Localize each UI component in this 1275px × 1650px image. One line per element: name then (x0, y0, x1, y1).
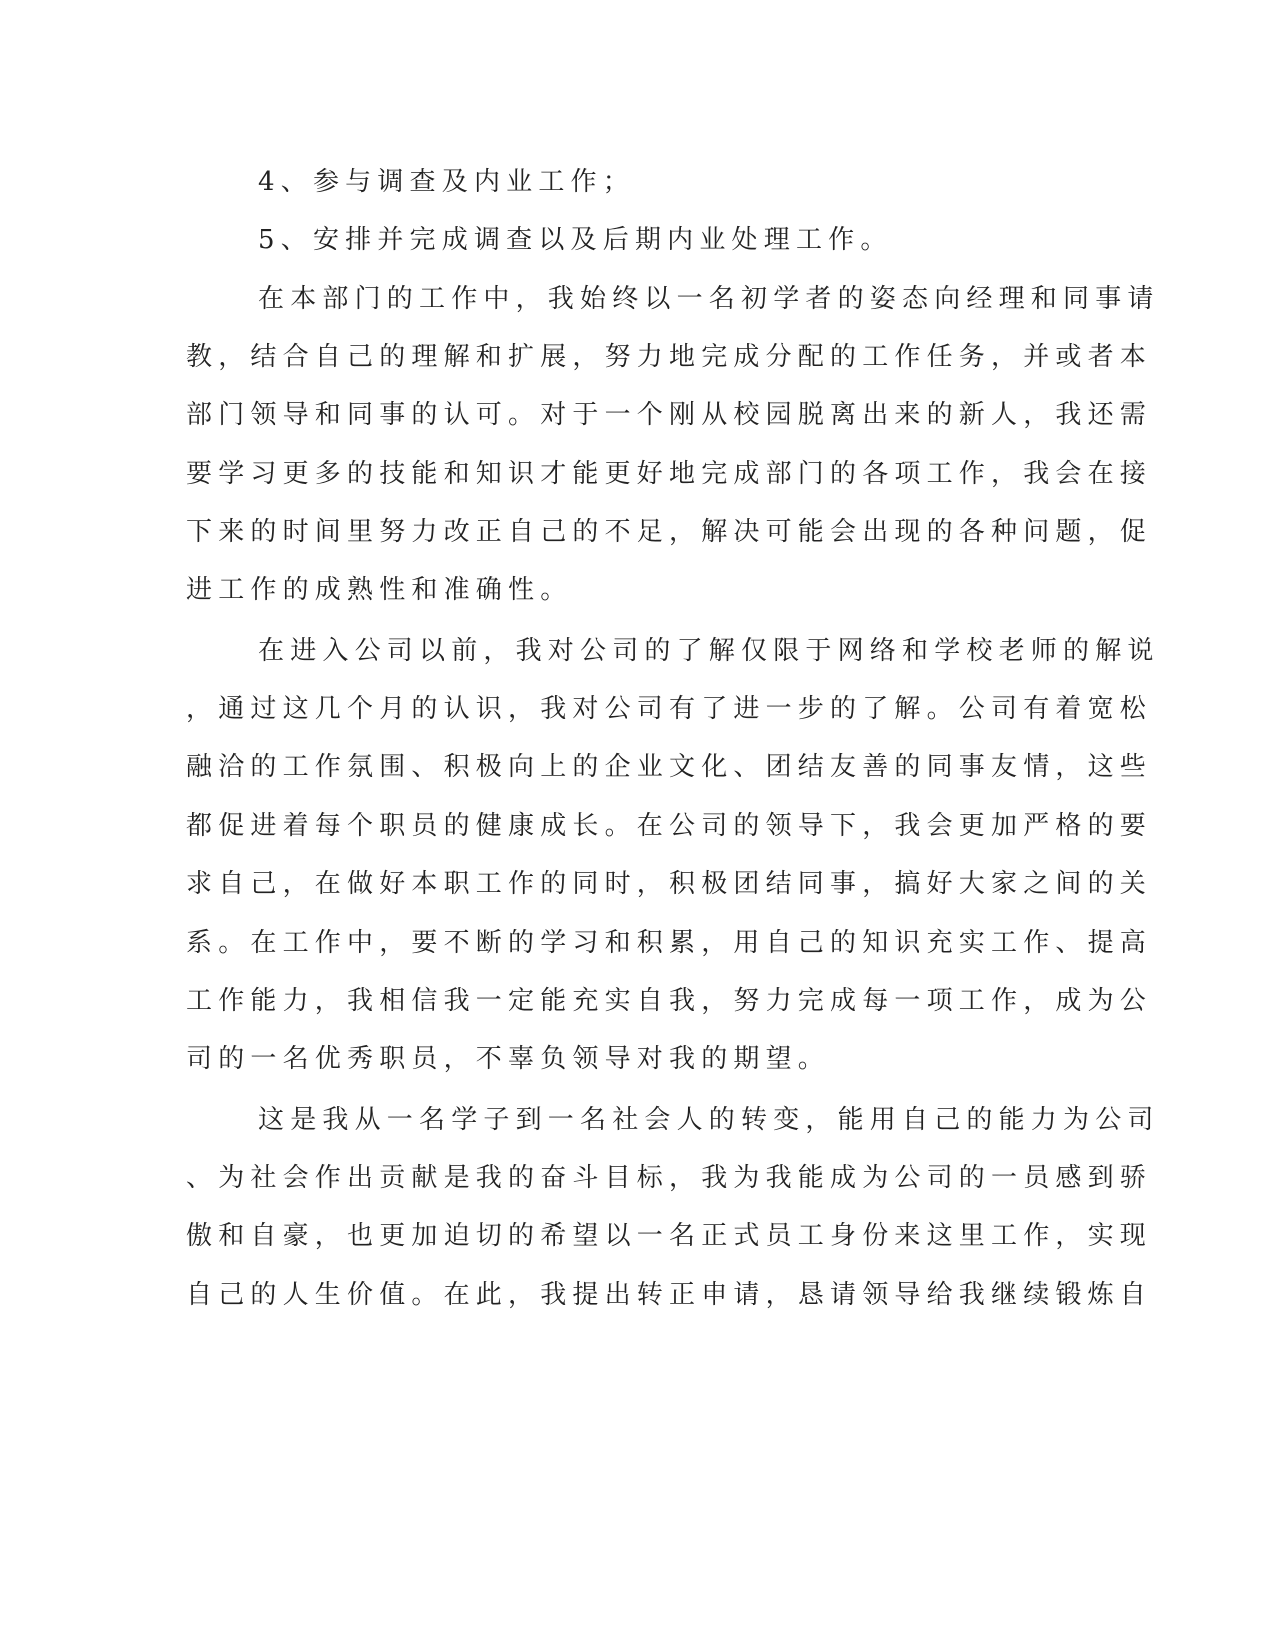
list-item-5: 5、安排并完成调查以及后期内业处理工作。 (258, 225, 893, 255)
paragraph-3-line-3: 傲和自豪，也更加迫切的希望以一名正式员工身份来这里工作，实现 (186, 1221, 1153, 1251)
paragraph-1-line-6: 进工作的成熟性和准确性。 (186, 575, 573, 605)
paragraph-2-line-7: 工作能力，我相信我一定能充实自我，努力完成每一项工作，成为公 (186, 986, 1153, 1016)
paragraph-1-line-2: 教，结合自己的理解和扩展，努力地完成分配的工作任务，并或者本 (186, 342, 1153, 372)
paragraph-3-line-2: 、为社会作出贡献是我的奋斗目标，我为我能成为公司的一员感到骄 (186, 1163, 1153, 1193)
list-item-4: 4、参与调查及内业工作； (258, 167, 635, 197)
paragraph-1-line-1: 在本部门的工作中，我始终以一名初学者的姿态向经理和同事请 (258, 284, 1160, 314)
paragraph-3-line-4: 自己的人生价值。在此，我提出转正申请，恳请领导给我继续锻炼自 (186, 1280, 1153, 1310)
paragraph-1-line-4: 要学习更多的技能和知识才能更好地完成部门的各项工作，我会在接 (186, 459, 1153, 489)
paragraph-2-line-5: 求自己，在做好本职工作的同时，积极团结同事，搞好大家之间的关 (186, 869, 1153, 899)
paragraph-1-line-5: 下来的时间里努力改正自己的不足，解决可能会出现的各种问题，促 (186, 517, 1153, 547)
paragraph-3-line-1: 这是我从一名学子到一名社会人的转变，能用自己的能力为公司 (258, 1105, 1160, 1135)
paragraph-2-line-8: 司的一名优秀职员，不辜负领导对我的期望。 (186, 1044, 831, 1074)
paragraph-2-line-6: 系。在工作中，要不断的学习和积累，用自己的知识充实工作、提高 (186, 928, 1153, 958)
paragraph-2-line-2: ，通过这几个月的认识，我对公司有了进一步的了解。公司有着宽松 (186, 694, 1153, 724)
paragraph-2-line-4: 都促进着每个职员的健康成长。在公司的领导下，我会更加严格的要 (186, 811, 1153, 841)
paragraph-1-line-3: 部门领导和同事的认可。对于一个刚从校园脱离出来的新人，我还需 (186, 400, 1153, 430)
paragraph-2-line-3: 融洽的工作氛围、积极向上的企业文化、团结友善的同事友情，这些 (186, 752, 1153, 782)
paragraph-2-line-1: 在进入公司以前，我对公司的了解仅限于网络和学校老师的解说 (258, 636, 1160, 666)
